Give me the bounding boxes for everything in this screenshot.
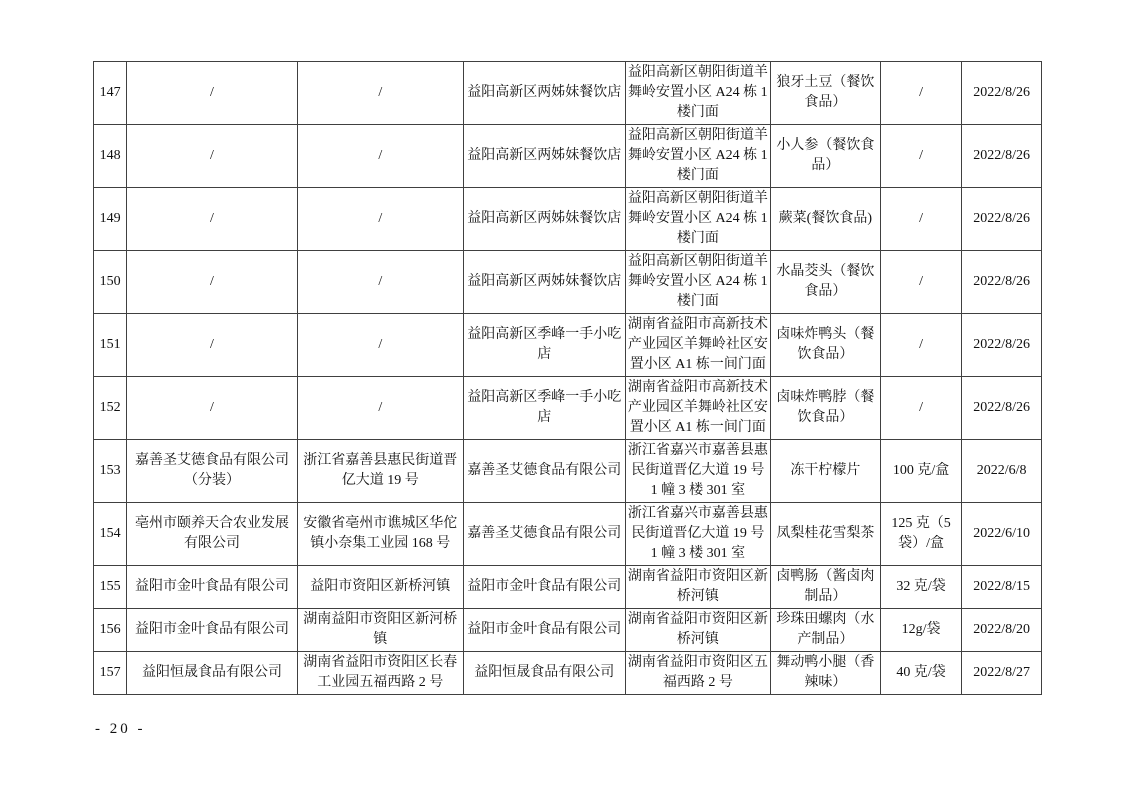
cell-producer-address: / xyxy=(297,125,463,188)
cell-producer-address: / xyxy=(297,314,463,377)
cell-producer: 益阳市金叶食品有限公司 xyxy=(127,609,298,652)
table-row xyxy=(94,652,1042,695)
cell-product: 凤梨桂花雪梨茶 xyxy=(770,503,880,566)
cell-product: 小人参（餐饮食品） xyxy=(770,125,880,188)
cell-date: 2022/8/26 xyxy=(962,125,1042,188)
cell-producer-address: / xyxy=(297,377,463,440)
cell-producer-address: 湖南省益阳市资阳区长春工业园五福西路 2 号 xyxy=(297,652,463,695)
cell-no: 152 xyxy=(94,377,127,440)
table-row xyxy=(94,62,1042,125)
cell-spec: 40 克/袋 xyxy=(880,652,962,695)
cell-spec: / xyxy=(880,188,962,251)
cell-date: 2022/8/27 xyxy=(962,652,1042,695)
cell-no: 155 xyxy=(94,566,127,609)
cell-date: 2022/6/8 xyxy=(962,440,1042,503)
cell-producer-address: / xyxy=(297,251,463,314)
cell-store-address: 湖南省益阳市资阳区五福西路 2 号 xyxy=(625,652,770,695)
cell-producer: 益阳恒晟食品有限公司 xyxy=(127,652,298,695)
table-row xyxy=(94,251,1042,314)
cell-no: 157 xyxy=(94,652,127,695)
cell-spec: 125 克（5 袋）/盒 xyxy=(880,503,962,566)
table-row xyxy=(94,188,1042,251)
cell-spec: / xyxy=(880,251,962,314)
cell-no: 150 xyxy=(94,251,127,314)
cell-product: 珍珠田螺肉（水产制品） xyxy=(770,609,880,652)
cell-producer: 嘉善圣艾德食品有限公司（分装） xyxy=(127,440,298,503)
cell-store: 嘉善圣艾德食品有限公司 xyxy=(463,503,625,566)
cell-producer: 益阳市金叶食品有限公司 xyxy=(127,566,298,609)
cell-spec: / xyxy=(880,62,962,125)
cell-date: 2022/8/20 xyxy=(962,609,1042,652)
cell-store-address: 浙江省嘉兴市嘉善县惠民街道晋亿大道 19 号 1 幢 3 楼 301 室 xyxy=(625,503,770,566)
cell-store-address: 湖南省益阳市高新技术产业园区羊舞岭社区安置小区 A1 栋一间门面 xyxy=(625,377,770,440)
cell-spec: / xyxy=(880,314,962,377)
cell-no: 147 xyxy=(94,62,127,125)
table-row xyxy=(94,440,1042,503)
cell-store-address: 湖南省益阳市高新技术产业园区羊舞岭社区安置小区 A1 栋一间门面 xyxy=(625,314,770,377)
cell-producer: / xyxy=(127,125,298,188)
cell-producer: / xyxy=(127,377,298,440)
cell-store-address: 浙江省嘉兴市嘉善县惠民街道晋亿大道 19 号 1 幢 3 楼 301 室 xyxy=(625,440,770,503)
cell-store: 益阳高新区两姊妹餐饮店 xyxy=(463,188,625,251)
cell-producer: / xyxy=(127,188,298,251)
cell-date: 2022/6/10 xyxy=(962,503,1042,566)
cell-producer-address: / xyxy=(297,62,463,125)
cell-date: 2022/8/26 xyxy=(962,377,1042,440)
cell-no: 151 xyxy=(94,314,127,377)
table-row xyxy=(94,503,1042,566)
cell-spec: 100 克/盒 xyxy=(880,440,962,503)
cell-no: 149 xyxy=(94,188,127,251)
cell-spec: / xyxy=(880,125,962,188)
table-row xyxy=(94,314,1042,377)
cell-product: 卤鸭肠（酱卤肉制品） xyxy=(770,566,880,609)
cell-producer-address: 益阳市资阳区新桥河镇 xyxy=(297,566,463,609)
cell-date: 2022/8/26 xyxy=(962,251,1042,314)
cell-product: 水晶茭头（餐饮食品） xyxy=(770,251,880,314)
cell-store-address: 益阳高新区朝阳街道羊舞岭安置小区 A24 栋 1 楼门面 xyxy=(625,188,770,251)
cell-spec: / xyxy=(880,377,962,440)
sampling-table xyxy=(93,61,1042,695)
cell-producer-address: 安徽省亳州市谯城区华佗镇小奈集工业园 168 号 xyxy=(297,503,463,566)
table-row xyxy=(94,566,1042,609)
cell-date: 2022/8/26 xyxy=(962,314,1042,377)
cell-producer: 亳州市颐养天合农业发展有限公司 xyxy=(127,503,298,566)
cell-no: 156 xyxy=(94,609,127,652)
table-row xyxy=(94,125,1042,188)
cell-product: 卤味炸鸭脖（餐饮食品） xyxy=(770,377,880,440)
cell-store-address: 益阳高新区朝阳街道羊舞岭安置小区 A24 栋 1 楼门面 xyxy=(625,251,770,314)
cell-store-address: 湖南省益阳市资阳区新桥河镇 xyxy=(625,609,770,652)
cell-product: 舞动鸭小腿（香辣味） xyxy=(770,652,880,695)
cell-date: 2022/8/15 xyxy=(962,566,1042,609)
cell-store-address: 湖南省益阳市资阳区新桥河镇 xyxy=(625,566,770,609)
cell-no: 148 xyxy=(94,125,127,188)
cell-producer-address: 湖南益阳市资阳区新河桥镇 xyxy=(297,609,463,652)
cell-store: 益阳高新区两姊妹餐饮店 xyxy=(463,62,625,125)
cell-date: 2022/8/26 xyxy=(962,62,1042,125)
cell-spec: 32 克/袋 xyxy=(880,566,962,609)
cell-spec: 12g/袋 xyxy=(880,609,962,652)
cell-store: 益阳市金叶食品有限公司 xyxy=(463,609,625,652)
table-body xyxy=(94,62,1042,695)
cell-product: 蕨菜(餐饮食品) xyxy=(770,188,880,251)
cell-producer: / xyxy=(127,251,298,314)
cell-store: 益阳恒晟食品有限公司 xyxy=(463,652,625,695)
cell-product: 狼牙土豆（餐饮食品） xyxy=(770,62,880,125)
cell-producer-address: 浙江省嘉善县惠民街道晋亿大道 19 号 xyxy=(297,440,463,503)
cell-store-address: 益阳高新区朝阳街道羊舞岭安置小区 A24 栋 1 楼门面 xyxy=(625,62,770,125)
cell-no: 154 xyxy=(94,503,127,566)
page-number: - 20 - xyxy=(95,721,146,737)
cell-producer-address: / xyxy=(297,188,463,251)
cell-producer: / xyxy=(127,314,298,377)
cell-store-address: 益阳高新区朝阳街道羊舞岭安置小区 A24 栋 1 楼门面 xyxy=(625,125,770,188)
cell-product: 冻干柠檬片 xyxy=(770,440,880,503)
cell-store: 益阳市金叶食品有限公司 xyxy=(463,566,625,609)
table-row xyxy=(94,377,1042,440)
cell-store: 益阳高新区两姊妹餐饮店 xyxy=(463,251,625,314)
cell-store: 嘉善圣艾德食品有限公司 xyxy=(463,440,625,503)
table-row xyxy=(94,609,1042,652)
cell-producer: / xyxy=(127,62,298,125)
cell-store: 益阳高新区季峰一手小吃店 xyxy=(463,377,625,440)
cell-no: 153 xyxy=(94,440,127,503)
cell-store: 益阳高新区两姊妹餐饮店 xyxy=(463,125,625,188)
cell-date: 2022/8/26 xyxy=(962,188,1042,251)
cell-store: 益阳高新区季峰一手小吃店 xyxy=(463,314,625,377)
cell-product: 卤味炸鸭头（餐饮食品） xyxy=(770,314,880,377)
